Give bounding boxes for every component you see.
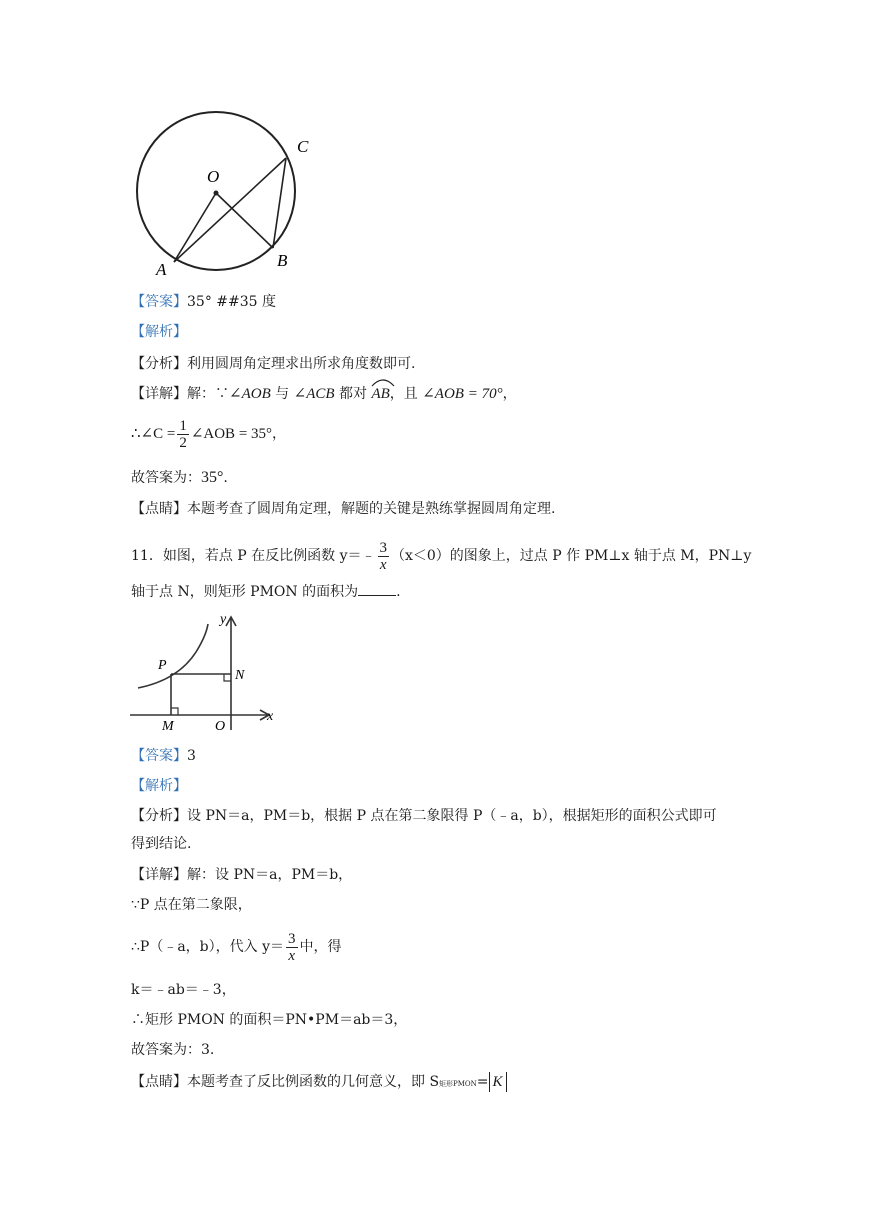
q11-step5 <box>131 1040 214 1060</box>
stem-fraction <box>378 540 390 573</box>
step2-den: x <box>288 947 296 964</box>
fenxi-text: 利用圆周角定理求出所求角度数即可. <box>187 356 416 372</box>
answer-text: 35° ##35 度 <box>187 294 276 310</box>
q10-answer <box>131 292 276 312</box>
fenxi-text-1: 设 PN＝a，PM＝b，根据 P 点在第二象限得 P（﹣a，b），根据矩形的面积公式即可 <box>187 808 717 824</box>
dianjing-text: 本题考查了反比例函数的几何意义，即 S <box>187 1074 440 1090</box>
q10-dianjing <box>131 499 555 519</box>
label-b: B <box>277 251 288 270</box>
step2-num: 3 <box>288 930 296 947</box>
dianjing-subscript: 矩形PMON <box>439 1080 477 1088</box>
q11-step1 <box>131 895 252 915</box>
label-p: P <box>158 658 167 673</box>
arc-ab-label: AB <box>371 386 390 402</box>
label-o: O <box>207 167 220 186</box>
fenxi-tag: 【分析】 <box>131 356 187 372</box>
fenxi-text-2: 得到结论. <box>131 836 192 852</box>
arc-ab <box>371 384 389 404</box>
stem-frac-den: x <box>379 556 387 573</box>
answer-blank <box>358 583 396 596</box>
aob-eq: ∠AOB = 70° <box>422 386 503 402</box>
dianjing-eq: = <box>476 1074 489 1090</box>
right-angle-n <box>224 674 231 681</box>
dianjing-tag: 【点睛】 <box>131 1074 187 1090</box>
abs-k: K <box>489 1072 507 1092</box>
jiexi-tag: 【解析】 <box>131 778 187 794</box>
step3-text: k＝﹣ab＝﹣3， <box>131 982 236 998</box>
q11-fenxi-1 <box>131 806 717 826</box>
label-o: O <box>215 719 226 734</box>
final-end: . <box>223 470 228 486</box>
jiexi-tag: 【解析】 <box>131 324 187 340</box>
q11-stem-line2 <box>131 582 401 602</box>
angle-acb: ∠ACB <box>293 386 335 402</box>
q10-therefore <box>131 416 286 452</box>
q11-jiexi <box>131 776 187 796</box>
q11-fenxi-2 <box>131 834 191 854</box>
label-c: C <box>297 137 309 156</box>
segment-ob <box>216 193 273 248</box>
stem-c: 轴于点 N，则矩形 PMON 的面积为 <box>131 584 359 600</box>
q11-step3 <box>131 980 236 1000</box>
final-text: 故答案为： <box>131 470 201 486</box>
circle-figure <box>120 105 330 285</box>
q11-answer <box>131 746 196 766</box>
q10-jiexi <box>131 322 187 342</box>
step5-text: 故答案为：3. <box>131 1042 215 1058</box>
angle-aob: ∠AOB <box>229 386 271 402</box>
label-x: x <box>267 709 274 724</box>
result-text: ∠AOB = 35° <box>190 426 273 442</box>
stem-frac-num: 3 <box>379 539 387 556</box>
hyperbola-curve <box>138 624 208 688</box>
result-comma: ， <box>272 426 287 442</box>
stem-a: 11．如图，若点 P 在反比例函数 y＝﹣ <box>131 548 376 564</box>
xiangjie-tag: 【详解】 <box>131 386 187 402</box>
frac-num: 1 <box>179 417 187 434</box>
stem-b: （x＜0）的图象上，过点 P 作 PM⊥x 轴于点 M，PN⊥y <box>391 548 752 564</box>
fenxi-tag: 【分析】 <box>131 808 187 824</box>
stem-end: . <box>396 584 401 600</box>
q11-step4 <box>131 1010 407 1030</box>
fraction-half <box>177 418 189 451</box>
answer-text: 3 <box>187 748 196 764</box>
final-value: 35° <box>201 469 224 486</box>
frac-den: 2 <box>179 434 187 451</box>
with-text: 与 <box>270 386 294 402</box>
q11-dianjing <box>131 1072 507 1094</box>
segment-oa <box>174 193 216 262</box>
dianjing-tag: 【点睛】 <box>131 501 187 517</box>
xiangjie-lead: 解：∵ <box>187 386 229 402</box>
label-n: N <box>235 668 245 683</box>
arc-mark <box>370 377 396 387</box>
segment-bc <box>273 158 286 248</box>
q10-xiangjie <box>131 384 517 404</box>
hyperbola-figure <box>128 610 283 735</box>
q10-final <box>131 468 228 488</box>
answer-tag: 【答案】 <box>131 748 187 764</box>
label-y: y <box>220 612 227 627</box>
step1-text: ∵P 点在第二象限， <box>131 897 252 913</box>
dianjing-text: 本题考查了圆周角定理，解题的关键是熟练掌握圆周角定理. <box>187 501 556 517</box>
step2-b: 中，得 <box>299 939 342 955</box>
segment-ac <box>174 158 286 262</box>
q10-fenxi <box>131 354 415 374</box>
answer-tag: 【答案】 <box>131 294 187 310</box>
therefore-text: ∴∠C = <box>131 426 176 442</box>
right-angle-m <box>171 708 178 715</box>
comma: ， <box>502 386 517 402</box>
label-a: A <box>156 260 167 279</box>
step4-text: ∴矩形 PMON 的面积＝PN•PM＝ab＝3， <box>131 1012 408 1028</box>
step2-a: ∴P（﹣a，b），代入 y＝ <box>131 939 284 955</box>
q11-step2 <box>131 927 342 967</box>
center-point <box>214 191 219 196</box>
xiangjie-text: 解：设 PN＝a，PM＝b， <box>187 867 353 883</box>
step2-fraction <box>286 931 298 964</box>
label-m: M <box>162 719 174 734</box>
xiangjie-tag: 【详解】 <box>131 867 187 883</box>
q11-xiangjie <box>131 865 352 885</box>
q11-stem-line1 <box>131 536 751 576</box>
qie-text: ，且 <box>389 386 423 402</box>
dui-text: 都对 <box>334 386 372 402</box>
